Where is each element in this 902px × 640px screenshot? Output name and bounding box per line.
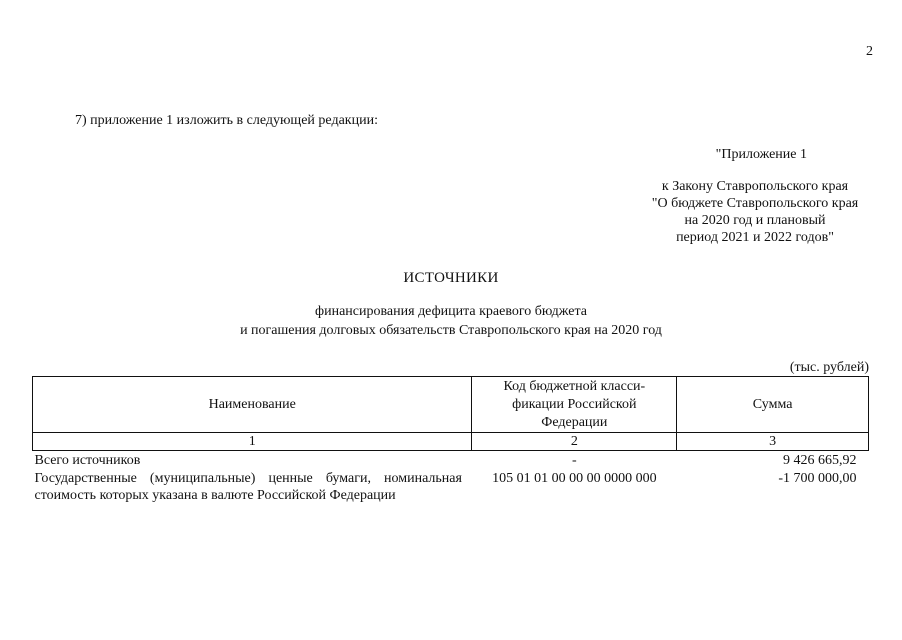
row-code: - bbox=[571, 453, 577, 468]
row-name: Всего источников bbox=[34, 453, 141, 468]
appendix-line: к Закону Ставропольского края bbox=[661, 179, 849, 194]
header-code bbox=[472, 377, 677, 433]
header-name: Наименование bbox=[33, 377, 472, 433]
column-number-row bbox=[33, 433, 869, 451]
row-code: 105 01 01 00 00 00 0000 000 bbox=[492, 471, 657, 486]
row-amount: 9 426 665,92 bbox=[783, 453, 857, 468]
subtitle-line: финансирования дефицита краевого бюджета bbox=[315, 304, 587, 319]
column-number: 3 bbox=[677, 433, 869, 451]
table-header-row bbox=[33, 377, 869, 433]
header-code-line: Федерации bbox=[541, 414, 608, 430]
table-row bbox=[33, 451, 869, 470]
amendment-line: 7) приложение 1 изложить в следующей редакции: bbox=[75, 113, 378, 128]
document-title: ИСТОЧНИКИ bbox=[403, 270, 499, 286]
page-number: 2 bbox=[866, 44, 873, 59]
units-label: (тыс. рублей) bbox=[789, 360, 869, 375]
appendix-title: "Приложение 1 bbox=[715, 147, 807, 162]
document-subtitle bbox=[0, 302, 902, 340]
header-code-line: Код бюджетной класси- bbox=[503, 378, 646, 394]
row-name: Государственные (муниципальные) ценные бумаги, номинальная стоимость которых указана в валюте Российской Федерации bbox=[34, 471, 462, 503]
appendix-block bbox=[610, 146, 870, 246]
subtitle-line: и погашения долговых обязательств Ставропольского края на 2020 год bbox=[240, 323, 662, 338]
sources-table bbox=[32, 376, 869, 504]
appendix-line: на 2020 год и плановый bbox=[684, 213, 826, 228]
column-number: 1 bbox=[33, 433, 472, 451]
header-code-line: фикации Российской bbox=[512, 396, 637, 412]
column-number: 2 bbox=[472, 433, 677, 451]
table-row bbox=[33, 469, 869, 504]
appendix-line: период 2021 и 2022 годов" bbox=[676, 230, 834, 245]
row-amount: -1 700 000,00 bbox=[778, 471, 857, 486]
appendix-line: "О бюджете Ставропольского края bbox=[651, 196, 859, 211]
header-amount: Сумма bbox=[677, 377, 869, 433]
appendix-reference bbox=[640, 178, 870, 246]
